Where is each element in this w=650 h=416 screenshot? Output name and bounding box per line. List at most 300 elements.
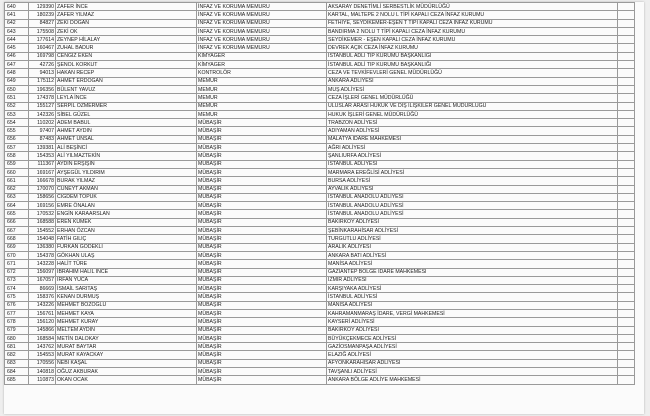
name-cell: ZEKİ DOĞAN: [56, 19, 197, 27]
place-cell: MUŞ ADLİYESİ: [327, 85, 618, 93]
empty-cell: [618, 144, 635, 152]
name-cell: BURAK YILMAZ: [56, 177, 197, 185]
empty-cell: [618, 285, 635, 293]
empty-cell: [618, 218, 635, 226]
name-cell: SERPİL ÖZMERMER: [56, 102, 197, 110]
sicil-cell: 87483: [29, 135, 56, 143]
place-cell: MANİSA ADLİYESİ: [327, 260, 618, 268]
table-row: [5, 218, 635, 226]
row-number-cell: 680: [5, 334, 29, 342]
row-number-cell: 675: [5, 293, 29, 301]
title-cell: MEMUR: [197, 102, 327, 110]
sicil-cell: 166678: [29, 177, 56, 185]
table-row: [5, 359, 635, 367]
title-cell: MÜBAŞİR: [197, 193, 327, 201]
table-row: [5, 77, 635, 85]
place-cell: CEZA VE TEVKİFEVLERİ GENEL MÜDÜRLÜĞÜ: [327, 69, 618, 77]
table-row: [5, 52, 635, 60]
table-row: [5, 268, 635, 276]
title-cell: MÜBAŞİR: [197, 152, 327, 160]
place-cell: ULUSLAR ARASI HUKUK VE DIŞ İLİŞKİLER GENEL MÜDÜRLÜĞÜ: [327, 102, 618, 110]
place-cell: ANKARA BÖLGE ADLİYE MAHKEMESİ: [327, 376, 618, 384]
name-cell: OKAN OCAK: [56, 376, 197, 384]
empty-cell: [618, 102, 635, 110]
name-cell: AHMET AYDIN: [56, 127, 197, 135]
title-cell: MÜBAŞİR: [197, 135, 327, 143]
table-row: [5, 326, 635, 334]
name-cell: CİĞDEM TOPUK: [56, 193, 197, 201]
row-number-cell: 646: [5, 52, 29, 60]
title-cell: MÜBAŞİR: [197, 235, 327, 243]
place-cell: AYVALIK ADLİYESİ: [327, 185, 618, 193]
place-cell: ANKARA ADLİYESİ: [327, 77, 618, 85]
table-row: [5, 160, 635, 168]
sicil-cell: 143228: [29, 260, 56, 268]
row-number-cell: 683: [5, 359, 29, 367]
place-cell: DEVREK AÇIK CEZA İNFAZ KURUMU: [327, 44, 618, 52]
name-cell: AHMET ERDOĞAN: [56, 77, 197, 85]
name-cell: ENGİN KARAARSLAN: [56, 210, 197, 218]
empty-cell: [618, 227, 635, 235]
row-number-cell: 657: [5, 144, 29, 152]
place-cell: AĞRI ADLİYESİ: [327, 144, 618, 152]
empty-cell: [618, 376, 635, 384]
empty-cell: [618, 119, 635, 127]
name-cell: HALİT TÜRE: [56, 260, 197, 268]
empty-cell: [618, 19, 635, 27]
empty-cell: [618, 44, 635, 52]
name-cell: MEHMET KAYA: [56, 309, 197, 317]
place-cell: BAKIRKÖY ADLİYESİ: [327, 326, 618, 334]
title-cell: MÜBAŞİR: [197, 318, 327, 326]
row-number-cell: 647: [5, 61, 29, 69]
title-cell: MÜBAŞİR: [197, 293, 327, 301]
empty-cell: [618, 27, 635, 35]
table-row: [5, 102, 635, 110]
sicil-cell: 170556: [29, 359, 56, 367]
table-row: [5, 351, 635, 359]
place-cell: AFYONKARAHİSAR ADLİYESİ: [327, 359, 618, 367]
name-cell: METİN DALOKAY: [56, 334, 197, 342]
name-cell: ZUHAL BADUR: [56, 44, 197, 52]
row-number-cell: 648: [5, 69, 29, 77]
name-cell: BÜLENT YAVUZ: [56, 85, 197, 93]
row-number-cell: 655: [5, 127, 29, 135]
table-row: [5, 343, 635, 351]
table-row: [5, 85, 635, 93]
row-number-cell: 658: [5, 152, 29, 160]
title-cell: MÜBAŞİR: [197, 376, 327, 384]
name-cell: HAKAN RECEP: [56, 69, 197, 77]
title-cell: MEMUR: [197, 110, 327, 118]
table-row: [5, 168, 635, 176]
row-number-cell: 664: [5, 202, 29, 210]
name-cell: SİBEL GÜZEL: [56, 110, 197, 118]
name-cell: MELTEM AYDIN: [56, 326, 197, 334]
title-cell: MÜBAŞİR: [197, 185, 327, 193]
title-cell: MÜBAŞİR: [197, 309, 327, 317]
sicil-cell: 174378: [29, 94, 56, 102]
place-cell: ADIYAMAN ADLİYESİ: [327, 127, 618, 135]
table-row: [5, 36, 635, 44]
table-row: [5, 185, 635, 193]
place-cell: BURSA ADLİYESİ: [327, 177, 618, 185]
sicil-cell: 156097: [29, 268, 56, 276]
sicil-cell: 156120: [29, 318, 56, 326]
name-cell: LEYLA İNCE: [56, 94, 197, 102]
place-cell: SEYDİKEMER - EŞEN KAPALI CEZA İNFAZ KURUMU: [327, 36, 618, 44]
title-cell: KİMYAGER: [197, 52, 327, 60]
table-row: [5, 243, 635, 251]
table-row: [5, 260, 635, 268]
name-cell: MURAT BAYTAR: [56, 343, 197, 351]
title-cell: MÜBAŞİR: [197, 359, 327, 367]
sicil-cell: 158376: [29, 293, 56, 301]
sicil-cell: 110202: [29, 119, 56, 127]
place-cell: TAVŞANLI ADLİYESİ: [327, 368, 618, 376]
title-cell: MÜBAŞİR: [197, 168, 327, 176]
title-cell: MÜBAŞİR: [197, 227, 327, 235]
empty-cell: [618, 210, 635, 218]
row-number-cell: 678: [5, 318, 29, 326]
sicil-cell: 84827: [29, 19, 56, 27]
table-row: [5, 227, 635, 235]
empty-cell: [618, 368, 635, 376]
place-cell: İSTANBUL ANADOLU ADLİYESİ: [327, 193, 618, 201]
sicil-cell: 168584: [29, 334, 56, 342]
title-cell: MÜBAŞİR: [197, 301, 327, 309]
table-row: [5, 285, 635, 293]
row-number-cell: 673: [5, 276, 29, 284]
row-number-cell: 645: [5, 44, 29, 52]
row-number-cell: 684: [5, 368, 29, 376]
place-cell: CEZA İŞLERİ GENEL MÜDÜRLÜĞÜ: [327, 94, 618, 102]
table-row: [5, 110, 635, 118]
name-cell: CENGİZ EKEN: [56, 52, 197, 60]
row-number-cell: 644: [5, 36, 29, 44]
sicil-cell: 169167: [29, 168, 56, 176]
title-cell: MÜBAŞİR: [197, 260, 327, 268]
row-number-cell: 650: [5, 85, 29, 93]
sicil-cell: 160467: [29, 44, 56, 52]
place-cell: MARMARA EREĞLİSİ ADLİYESİ: [327, 168, 618, 176]
table-row: [5, 177, 635, 185]
row-number-cell: 652: [5, 102, 29, 110]
empty-cell: [618, 160, 635, 168]
sicil-cell: 94013: [29, 69, 56, 77]
name-cell: ŞENOL KORKUT: [56, 61, 197, 69]
place-cell: MANİSA ADLİYESİ: [327, 301, 618, 309]
empty-cell: [618, 110, 635, 118]
place-cell: TRABZON ADLİYESİ: [327, 119, 618, 127]
row-number-cell: 665: [5, 210, 29, 218]
empty-cell: [618, 235, 635, 243]
row-number-cell: 685: [5, 376, 29, 384]
sicil-cell: 110873: [29, 376, 56, 384]
name-cell: ADEM BABUL: [56, 119, 197, 127]
empty-cell: [618, 77, 635, 85]
row-number-cell: 681: [5, 343, 29, 351]
table-row: [5, 193, 635, 201]
sicil-cell: 143762: [29, 343, 56, 351]
name-cell: ZAFER YILMAZ: [56, 11, 197, 19]
name-cell: MURAT KAYACKAY: [56, 351, 197, 359]
empty-cell: [618, 94, 635, 102]
table-row: [5, 376, 635, 384]
empty-cell: [618, 202, 635, 210]
place-cell: İSTANBUL ADLİ TIP KURUMU BAŞKANLIĞI: [327, 52, 618, 60]
empty-cell: [618, 152, 635, 160]
name-cell: ERHAN ÖZCAN: [56, 227, 197, 235]
row-number-cell: 663: [5, 193, 29, 201]
table-row: [5, 293, 635, 301]
title-cell: MÜBAŞİR: [197, 144, 327, 152]
row-number-cell: 654: [5, 119, 29, 127]
title-cell: İNFAZ VE KORUMA MEMURU: [197, 11, 327, 19]
title-cell: İNFAZ VE KORUMA MEMURU: [197, 44, 327, 52]
title-cell: İNFAZ VE KORUMA MEMURU: [197, 27, 327, 35]
place-cell: MALATYA İDARE MAHKEMESİ: [327, 135, 618, 143]
title-cell: MEMUR: [197, 77, 327, 85]
table-row: [5, 135, 635, 143]
name-cell: AYDIN ERŞİŞİN: [56, 160, 197, 168]
sicil-cell: 170532: [29, 210, 56, 218]
empty-cell: [618, 3, 635, 11]
place-cell: GAZİANTEP BÖLGE İDARE MAHKEMESİ: [327, 268, 618, 276]
name-cell: NEBİ KAŞAL: [56, 359, 197, 367]
title-cell: MÜBAŞİR: [197, 343, 327, 351]
title-cell: MÜBAŞİR: [197, 177, 327, 185]
table-row: [5, 235, 635, 243]
name-cell: ZEYNEP HİLALAY: [56, 36, 197, 44]
title-cell: MÜBAŞİR: [197, 127, 327, 135]
empty-cell: [618, 127, 635, 135]
empty-cell: [618, 326, 635, 334]
table-row: [5, 309, 635, 317]
sicil-cell: 111367: [29, 160, 56, 168]
title-cell: KİMYAGER: [197, 61, 327, 69]
sicil-cell: 154553: [29, 351, 56, 359]
empty-cell: [618, 260, 635, 268]
table-row: [5, 11, 635, 19]
sicil-cell: 145866: [29, 326, 56, 334]
row-number-cell: 640: [5, 3, 29, 11]
table-row: [5, 152, 635, 160]
title-cell: MÜBAŞİR: [197, 351, 327, 359]
sicil-cell: 175112: [29, 77, 56, 85]
title-cell: MÜBAŞİR: [197, 368, 327, 376]
row-number-cell: 676: [5, 301, 29, 309]
row-number-cell: 643: [5, 27, 29, 35]
document-page: [4, 2, 644, 414]
name-cell: ALİ YILMAZTEKİN: [56, 152, 197, 160]
empty-cell: [618, 359, 635, 367]
table-row: [5, 301, 635, 309]
name-cell: İBRAHİM HALİL İNCE: [56, 268, 197, 276]
personnel-table: [4, 2, 635, 385]
sicil-cell: 140818: [29, 368, 56, 376]
place-cell: BANDIRMA 2 NOLU T TİPİ KAPALI CEZA İNFAZ KURUMU: [327, 27, 618, 35]
title-cell: MEMUR: [197, 94, 327, 102]
title-cell: MÜBAŞİR: [197, 160, 327, 168]
place-cell: İSTANBUL ADLİYESİ: [327, 160, 618, 168]
title-cell: MÜBAŞİR: [197, 210, 327, 218]
row-number-cell: 659: [5, 160, 29, 168]
sicil-cell: 169156: [29, 202, 56, 210]
empty-cell: [618, 135, 635, 143]
name-cell: İSMAİL SARITAŞ: [56, 285, 197, 293]
place-cell: BAKIRKÖY ADLİYESİ: [327, 218, 618, 226]
table-row: [5, 94, 635, 102]
empty-cell: [618, 251, 635, 259]
name-cell: FATİH GILIÇ: [56, 235, 197, 243]
table-row: [5, 61, 635, 69]
name-cell: CÜNEYT AKMAN: [56, 185, 197, 193]
sicil-cell: 143226: [29, 301, 56, 309]
row-number-cell: 672: [5, 268, 29, 276]
place-cell: İSTANBUL ANADOLU ADLİYESİ: [327, 210, 618, 218]
empty-cell: [618, 61, 635, 69]
name-cell: EMRE ÖNALAN: [56, 202, 197, 210]
place-cell: TURGUTLU ADLİYESİ: [327, 235, 618, 243]
title-cell: MÜBAŞİR: [197, 276, 327, 284]
empty-cell: [618, 301, 635, 309]
title-cell: İNFAZ VE KORUMA MEMURU: [197, 3, 327, 11]
table-row: [5, 19, 635, 27]
sicil-cell: 168588: [29, 218, 56, 226]
title-cell: MÜBAŞİR: [197, 202, 327, 210]
place-cell: KARŞIYAKA ADLİYESİ: [327, 285, 618, 293]
row-number-cell: 642: [5, 19, 29, 27]
name-cell: MEHMET KURAY: [56, 318, 197, 326]
sicil-cell: 154378: [29, 251, 56, 259]
sicil-cell: 142326: [29, 110, 56, 118]
row-number-cell: 667: [5, 227, 29, 235]
place-cell: GAZİOSMANPAŞA ADLİYESİ: [327, 343, 618, 351]
name-cell: KENAN DURMUŞ: [56, 293, 197, 301]
sicil-cell: 154552: [29, 227, 56, 235]
sicil-cell: 177614: [29, 36, 56, 44]
title-cell: MÜBAŞİR: [197, 119, 327, 127]
sicil-cell: 196356: [29, 85, 56, 93]
row-number-cell: 670: [5, 251, 29, 259]
place-cell: BÜYÜKÇEKMECE ADLİYESİ: [327, 334, 618, 342]
empty-cell: [618, 36, 635, 44]
row-number-cell: 668: [5, 235, 29, 243]
empty-cell: [618, 11, 635, 19]
name-cell: MEHMET BOZOĞLU: [56, 301, 197, 309]
sicil-cell: 175508: [29, 27, 56, 35]
row-number-cell: 651: [5, 94, 29, 102]
sicil-cell: 154353: [29, 152, 56, 160]
empty-cell: [618, 52, 635, 60]
row-number-cell: 656: [5, 135, 29, 143]
row-number-cell: 674: [5, 285, 29, 293]
row-number-cell: 660: [5, 168, 29, 176]
sicil-cell: 158656: [29, 193, 56, 201]
place-cell: FETHİYE, SEYDİKEMER-EŞEN T TİPİ KAPALI CEZA İNFAZ KURUMU: [327, 19, 618, 27]
row-number-cell: 669: [5, 243, 29, 251]
empty-cell: [618, 177, 635, 185]
table-row: [5, 3, 635, 11]
place-cell: ARALIK ADLİYESİ: [327, 243, 618, 251]
place-cell: İSTANBUL ANADOLU ADLİYESİ: [327, 202, 618, 210]
name-cell: ALİ BEŞİNCİ: [56, 144, 197, 152]
row-number-cell: 666: [5, 218, 29, 226]
place-cell: KARTAL, MALTEPE 2 NOLU L TİPİ KAPALI CEZA İNFAZ KURUMU: [327, 11, 618, 19]
name-cell: EREN KUMEK: [56, 218, 197, 226]
name-cell: AYŞEGÜL YILDIRIM: [56, 168, 197, 176]
sicil-cell: 97407: [29, 127, 56, 135]
name-cell: GÖKHAN ULAŞ: [56, 251, 197, 259]
sicil-cell: 170070: [29, 185, 56, 193]
place-cell: ELAZIĞ ADLİYESİ: [327, 351, 618, 359]
empty-cell: [618, 334, 635, 342]
place-cell: AKSARAY DENETİMLİ SERBESTLİK MÜDÜRLÜĞÜ: [327, 3, 618, 11]
sicil-cell: 42726: [29, 61, 56, 69]
name-cell: ZEKİ OK: [56, 27, 197, 35]
empty-cell: [618, 318, 635, 326]
sicil-cell: 86669: [29, 285, 56, 293]
row-number-cell: 662: [5, 185, 29, 193]
name-cell: FURKAN GÖDEKLİ: [56, 243, 197, 251]
name-cell: AHMET ÜNSAL: [56, 135, 197, 143]
table-row: [5, 119, 635, 127]
table-row: [5, 318, 635, 326]
table-row: [5, 127, 635, 135]
row-number-cell: 641: [5, 11, 29, 19]
row-number-cell: 671: [5, 260, 29, 268]
table-row: [5, 334, 635, 342]
sicil-cell: 155127: [29, 102, 56, 110]
title-cell: MÜBAŞİR: [197, 218, 327, 226]
place-cell: ŞANLIURFA ADLİYESİ: [327, 152, 618, 160]
table-row: [5, 202, 635, 210]
empty-cell: [618, 185, 635, 193]
place-cell: KAHRAMANMARAŞ İDARE, VERGİ MAHKEMESİ: [327, 309, 618, 317]
sicil-cell: 169798: [29, 52, 56, 60]
table-row: [5, 276, 635, 284]
empty-cell: [618, 69, 635, 77]
title-cell: MÜBAŞİR: [197, 326, 327, 334]
place-cell: ANKARA BATI ADLİYESİ: [327, 251, 618, 259]
row-number-cell: 679: [5, 326, 29, 334]
row-number-cell: 677: [5, 309, 29, 317]
empty-cell: [618, 193, 635, 201]
name-cell: OĞUZ AKBURAK: [56, 368, 197, 376]
sicil-cell: 139381: [29, 144, 56, 152]
empty-cell: [618, 293, 635, 301]
sicil-cell: 180239: [29, 11, 56, 19]
empty-cell: [618, 351, 635, 359]
empty-cell: [618, 268, 635, 276]
sicil-cell: 136380: [29, 243, 56, 251]
place-cell: İSTANBUL ADLİ TIP KURUMU BAŞKANLIĞI: [327, 61, 618, 69]
place-cell: ŞEBİNKARAHİSAR ADLİYESİ: [327, 227, 618, 235]
place-cell: HUKUK İŞLERİ GENEL MÜDÜRLÜĞÜ: [327, 110, 618, 118]
empty-cell: [618, 85, 635, 93]
title-cell: MÜBAŞİR: [197, 285, 327, 293]
empty-cell: [618, 309, 635, 317]
empty-cell: [618, 243, 635, 251]
name-cell: ZAFER İNCE: [56, 3, 197, 11]
sicil-cell: 156761: [29, 309, 56, 317]
empty-cell: [618, 168, 635, 176]
title-cell: MÜBAŞİR: [197, 268, 327, 276]
row-number-cell: 649: [5, 77, 29, 85]
title-cell: KONTROLÖR: [197, 69, 327, 77]
place-cell: İSTANBUL ADLİYESİ: [327, 293, 618, 301]
